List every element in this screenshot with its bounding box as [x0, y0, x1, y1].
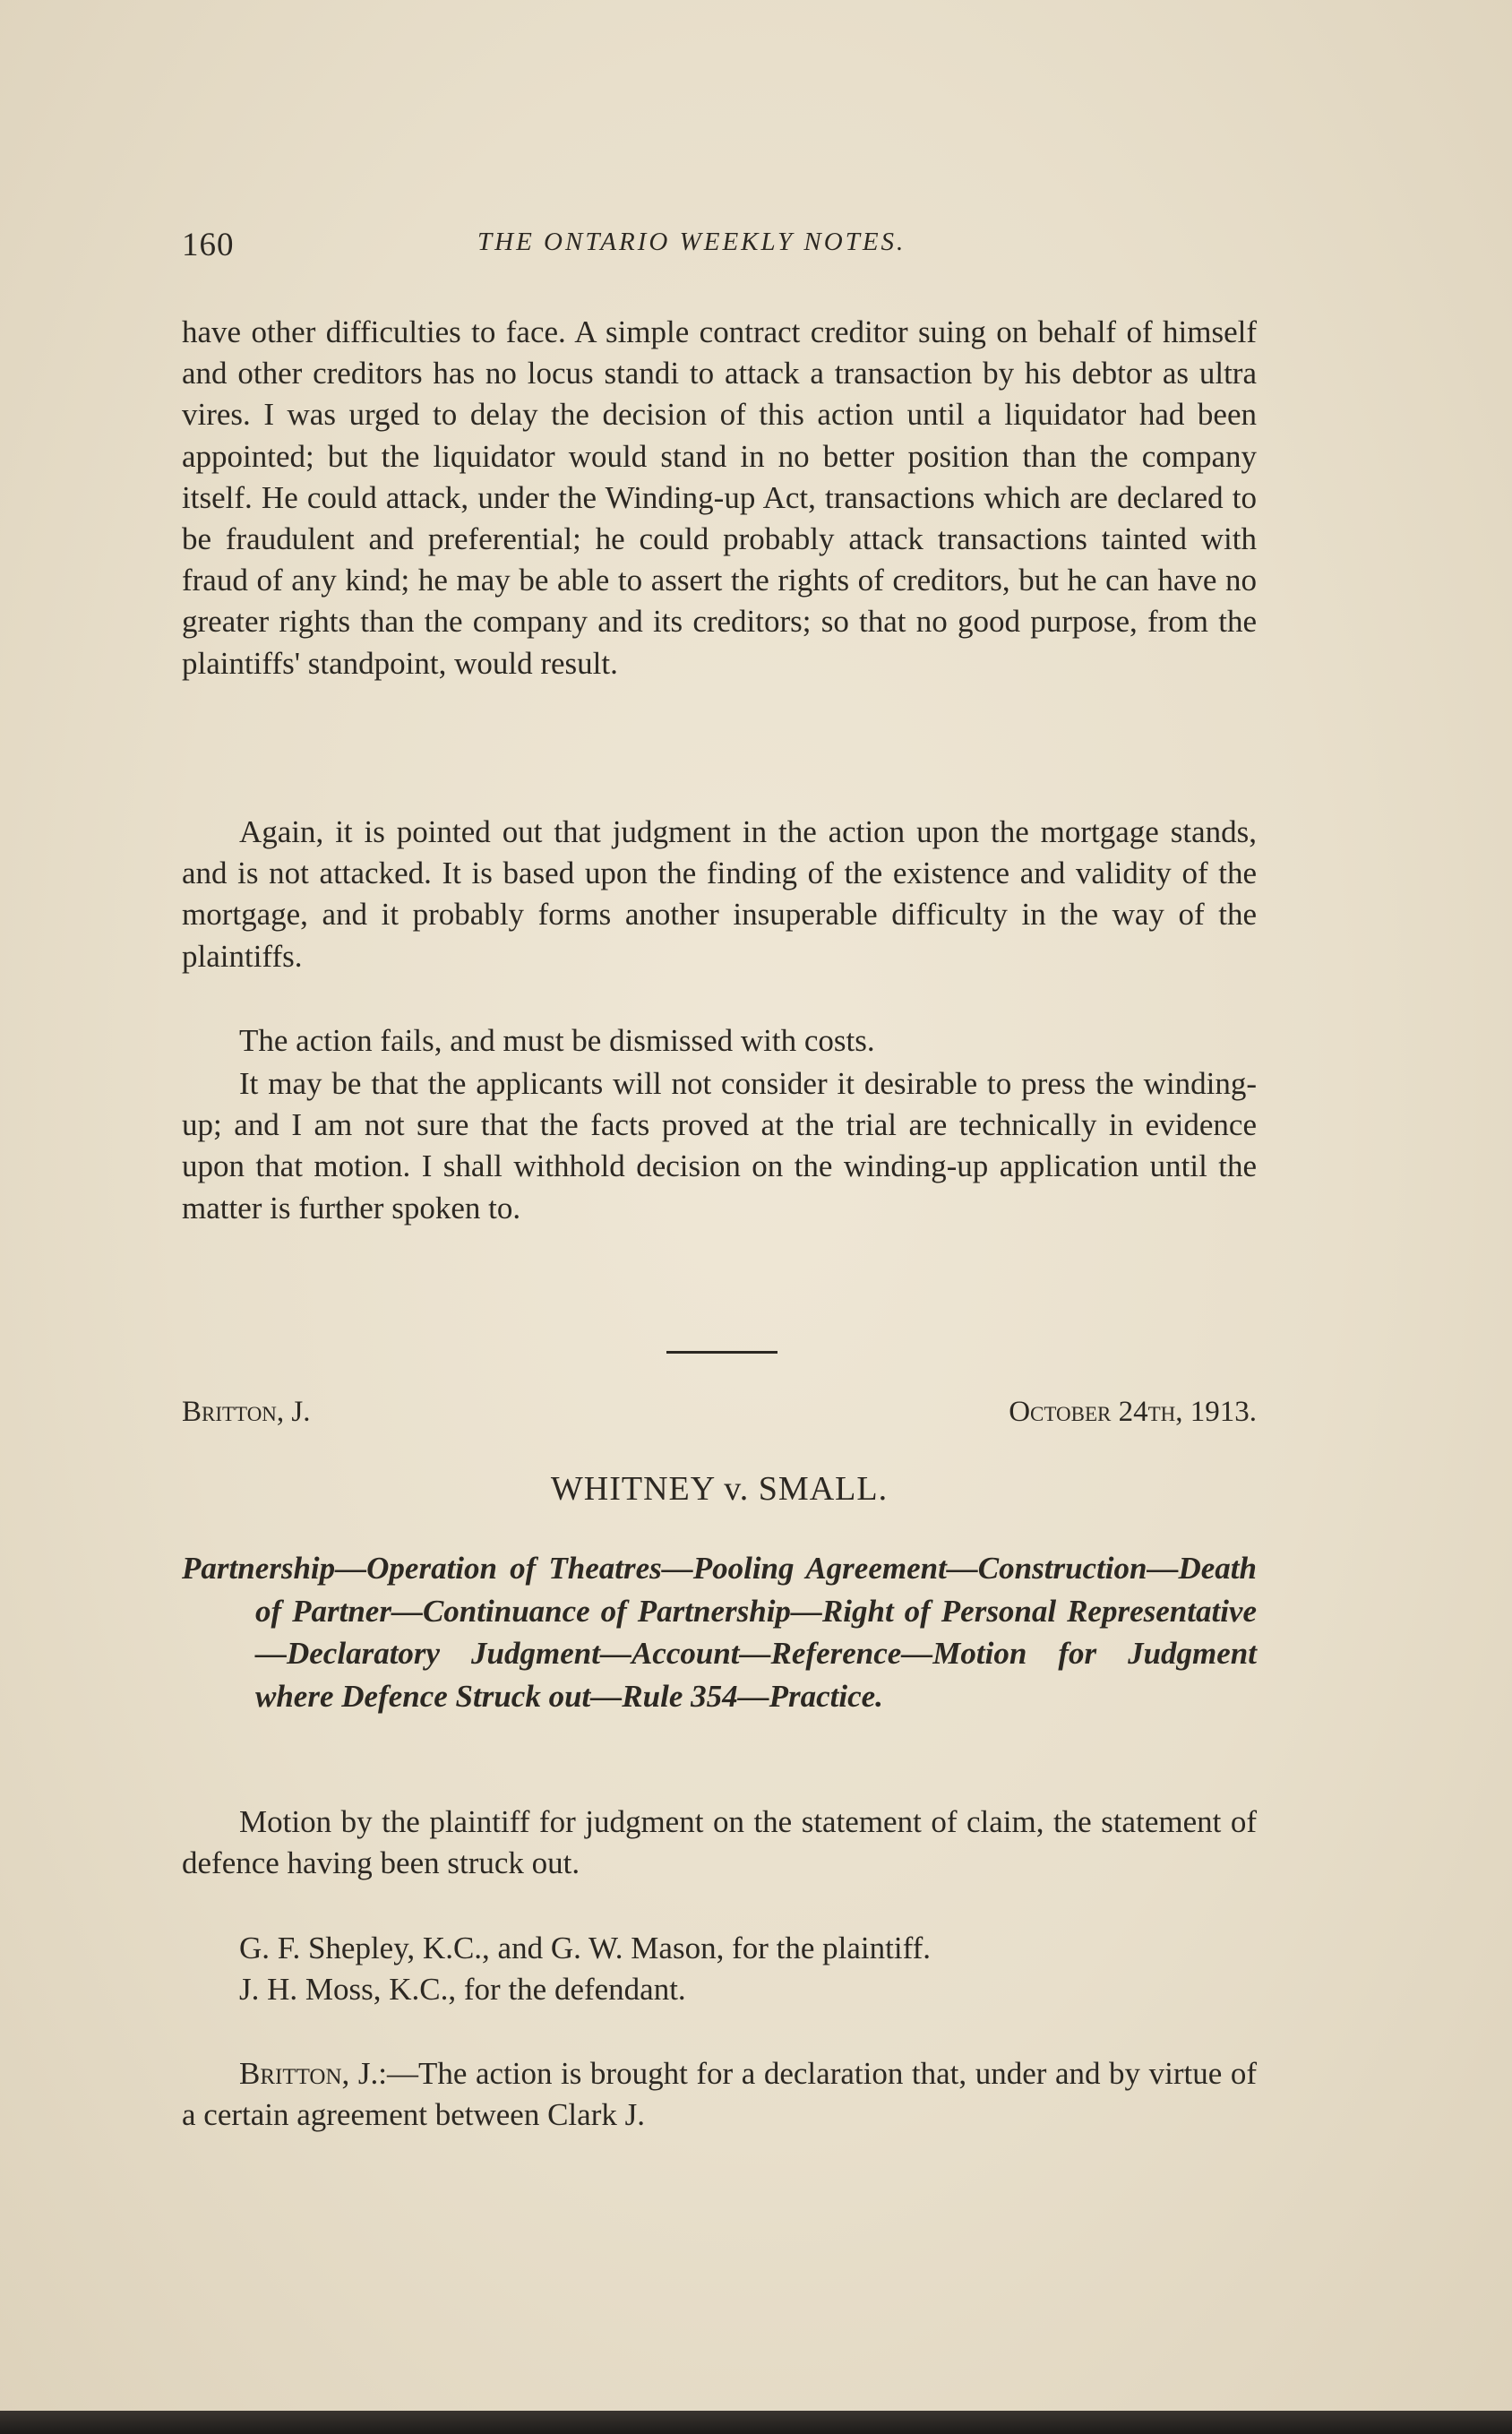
page-header [182, 226, 1257, 262]
judgment-opening-text: :—The action is brought for a declaration that, under and by virtue of a certain agreement between Clark J. [182, 2056, 1257, 2133]
judgment-judge-name: Britton, J. [239, 2056, 379, 2091]
running-title: THE ONTARIO WEEKLY NOTES. [477, 228, 906, 256]
case-headnote: Partnership—Operation of Theatres—Pooling Agreement—Construction—Death of Partner—Continuance of Partnership—Right of Personal Representative—Declaratory Judgment—Account—Reference—Motion for Judgment where Defence Struck out—Rule 354—Practice. [182, 1551, 1257, 1714]
counsel-defendant: J. H. Moss, K.C., for the defendant. [239, 1972, 686, 2007]
section-divider [666, 1351, 777, 1354]
case-judge-date-line [182, 1396, 1257, 1435]
case-judge: Britton, J. [182, 1396, 311, 1428]
page-number: 160 [182, 227, 235, 263]
counsel-plaintiff: G. F. Shepley, K.C., and G. W. Mason, for the plaintiff. [239, 1931, 931, 1965]
case-date: October 24th, 1913. [1009, 1396, 1257, 1428]
motion-paragraph: Motion by the plaintiff for judgment on the statement of claim, the statement of defence having been struck out. [182, 1804, 1257, 1881]
paragraph-action-fails: The action fails, and must be dismissed with costs. [239, 1023, 875, 1058]
case-title: WHITNEY v. SMALL. [550, 1470, 889, 1508]
paragraph-liquidator: have other difficulties to face. A simple contract creditor suing on behalf of himself and other creditors has no locus standi to attack a transaction by his debtor as ultra vires. I was urged to delay the decision of this action until a liquidator had been appointed; but the liquidator would stand in no better position than the company itself. He could attack, under the Winding-up Act, transactions which are declared to be fraudulent and preferential; he could probably attack transactions tainted with fraud of any kind; he may be able to assert the rights of creditors, but he can have no greater rights than the company and its creditors; so that no good purpose, from the plaintiffs' standpoint, would result. [182, 314, 1257, 681]
paragraph-mortgage: Again, it is pointed out that judgment in the action upon the mortgage stands, and is not attacked. It is based upon the finding of the existence and validity of the mortgage, and it probably forms another insuperable difficulty in the way of the plaintiffs. [182, 814, 1257, 974]
paragraph-winding-up: It may be that the applicants will not consider it desirable to press the winding-up; and I am not sure that the facts proved at the trial are technically in evidence upon that motion. I shall withhold decision on the winding-up application until the matter is further spoken to. [182, 1066, 1257, 1226]
page-bottom-edge [0, 2411, 1512, 2434]
judgment-opening [182, 2053, 1257, 2136]
